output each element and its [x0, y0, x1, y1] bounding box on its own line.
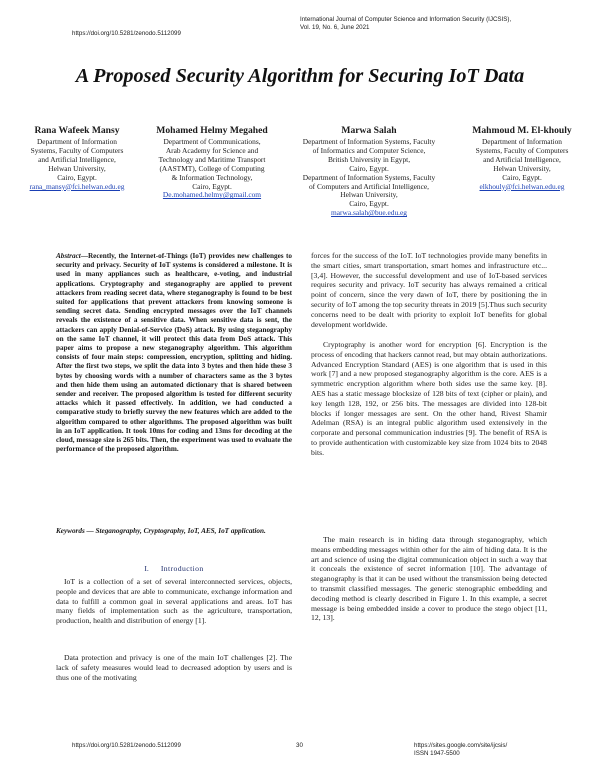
author-affiliation-line: Arab Academy for Science and	[165, 145, 259, 155]
author-affiliation-line: British University in Egypt,	[327, 154, 411, 164]
author-name: Rana Wafeek Mansy	[34, 125, 120, 136]
author-affiliation-line: Department of Information	[481, 137, 563, 146]
author-affiliation-line: Cairo, Egypt.	[349, 163, 389, 173]
footer-site-info	[414, 742, 507, 758]
header-journal-info	[300, 16, 511, 32]
footer-doi[interactable]: https://doi.org/10.5281/zenodo.5112099	[72, 742, 181, 749]
author-affiliation-line: Helwan University,	[493, 163, 551, 173]
author-email-link[interactable]: marwa.salah@bue.edu.eg	[331, 208, 407, 218]
author-affiliation-line: Helwan University,	[48, 163, 106, 173]
author-email-link[interactable]: rana_mansy@fci.helwan.edu.eg	[29, 181, 125, 191]
author-affiliation-line: and Artificial Intelligence,	[483, 154, 561, 164]
author-block-3	[284, 125, 454, 218]
author-affiliation-line: Cairo, Egypt.	[57, 172, 97, 182]
author-affiliation-line: and Artificial Intelligence,	[38, 154, 116, 164]
author-affiliation-line: Systems, Faculty of Computers	[475, 145, 569, 155]
section-heading-introduction	[56, 564, 292, 573]
author-affiliation-line: of Informatics and Computer Science,	[312, 145, 426, 155]
author-affiliation-line: Technology and Maritime Transport	[158, 154, 266, 164]
author-block-2	[143, 125, 281, 200]
author-affiliation-line: & Information Technology,	[171, 172, 253, 182]
header-journal-line-1: International Journal of Computer Science and Information Security (IJCSIS),	[300, 16, 512, 23]
footer-issn: ISSN 1947-5500	[414, 750, 460, 757]
author-affiliation-line: Cairo, Egypt.	[192, 181, 232, 191]
author-block-4	[457, 125, 587, 191]
footer-page-number: 30	[296, 742, 303, 749]
right-column-paragraph-2: Cryptography is another word for encryption [6]. Encryption is the process of encoding that hackers cannot read, but may obtain authorizations. Advanced Encryption Standard (AES) is one algorithm that is used in this work [7] and a new proposed steganography algorithm is the core. AES is a symmetric encryption algorithm where both sides use the same key. [8]. AES has a static message blocksize of 128 bits of text (cipher or plain), and key length 128, 192, or 256 bits. The messages are divided into 128-bit blocks if longer messages are sent. On the other hand, Rivest Shamir Adelman (RSA) is an integral public algorithm used extensively in the corporate and personal communication industries [9]. The benefit of RSA is to provide authentication with customizable key size from 1024 bits to 2048 bits.	[311, 340, 547, 457]
author-email-link[interactable]: De.mohamed.helmy@gmail.com	[162, 190, 262, 200]
abstract-paragraph	[56, 252, 292, 454]
author-affiliation-line: Department of Information Systems, Faculty	[302, 172, 436, 182]
abstract-lead: Abstract	[56, 252, 81, 260]
header-doi[interactable]: https://doi.org/10.5281/zenodo.5112099	[72, 30, 181, 37]
intro-paragraph-2: Data protection and privacy is one of the main IoT challenges [2]. The lack of safety measures would lead to decreased adoption by users and is thus one of the motivating	[56, 653, 292, 682]
right-column-paragraph-1: forces for the success of the IoT. IoT technologies provide many benefits in the smart cities, smart transportation, smart homes and infrastructure etc... [3,4]. However, the successful development and use of IoT-based services requires security and privacy. IoT security has always remained a critical point of concern, since the very dawn of IoT, there by positioning the in security of IoT among the top security threats in 2019 [5].Thus such security concerns need to be dealt with priority to exploit IoT benefits for global development worldwide.	[311, 251, 547, 329]
author-affiliation-line: Cairo, Egypt.	[349, 199, 389, 209]
author-name: Mohamed Helmy Megahed	[156, 125, 268, 136]
author-affiliation-line: (AASTMT), College of Computing	[159, 163, 265, 173]
section-number: I.	[144, 564, 149, 573]
abstract-text: —Recently, the Internet-of-Things (IoT) provides new challenges to security and privacy. Security of IoT systems is considered a milestone. It is used in many appliances such as healthcare, e-voting, and industrial applications. Cryptography and steganography are applied to prevent attackers from reading secret data, where steganography is found to be best suited for applications that prevent attackers from knowing someone is sending secret data. Sending encrypted messages over the IoT channels reveals the existence of a sensitive data. When sensitive data is sent, the attackers can apply Denial-of-Service (DoS) attack. By using steganography on the same IoT channel, it will protect this data from DoS attack. This paper aims to propose a new steganography algorithm. This algorithm consists of four main steps: compression, encryption, splitting and hiding. After the first two steps, we split the data into 3 bytes and then hide these 3 bytes by choosing words with a number of characters same as the 3 bytes and then hide them using an automated dictionary that is shared between sender and receiver. The proposed algorithm is tested for different security attacks which it passed effectively. In addition, we had conducted a comparative study to briefly survey the new features which are added to the algorithm compared to other algorithms. The proposed algorithm was built in an IoT application. It took 10ms for coding and 13ms for decoding at the cloud, message size is 265 bits. Then, the experiment was used to evaluate the performance of the proposed algorithm.	[56, 252, 292, 454]
author-block-1	[16, 125, 138, 191]
author-affiliation-line: of Computers and Artificial Intelligence,	[308, 181, 430, 191]
author-email-link[interactable]: elkhouly@fci.helwan.edu.eg	[479, 181, 565, 191]
section-title: Introduction	[160, 564, 204, 573]
keywords-line: Keywords — Steganography, Cryptography, IoT, AES, IoT application.	[56, 527, 266, 535]
author-affiliation-line: Helwan University,	[340, 190, 398, 200]
author-affiliation-line: Department of Information Systems, Faculty	[302, 137, 436, 146]
footer-site-link[interactable]: https://sites.google.com/site/ijcsis/	[414, 742, 508, 749]
header-journal-line-2: Vol. 19, No. 6, June 2021	[300, 24, 370, 31]
author-name: Marwa Salah	[341, 125, 397, 136]
intro-paragraph-1: IoT is a collection of a set of several interconnected services, objects, people and devices that are able to communicate, exchange information and data to fulfill a common goal in several applications and areas. IoT has many fields of implementation such as the agriculture, transportation, production, health and distribution of energy [1].	[56, 577, 292, 626]
author-affiliation-line: Systems, Faculty of Computers	[30, 145, 124, 155]
author-affiliation-line: Cairo, Egypt.	[502, 172, 542, 182]
author-affiliation-line: Department of Communications,	[163, 137, 261, 146]
author-name: Mahmoud M. El-khouly	[472, 125, 572, 136]
author-affiliation-line: Department of Information	[36, 137, 118, 146]
right-column-paragraph-3: The main research is in hiding data through steganography, which means embedding messages within other for the aim of hiding data. It is the art and science of using the digital communication object in such a way that it conceals the existence of secret information [10]. The advantage of steganography is that it can be used without the transmission being detected to transmit classified messages. The generic stenographic embedding and decoding method is clearly described in Figure 1. In this example, a secret message is being embedded inside a cover to produce the stego object [11, 12, 13].	[311, 535, 547, 623]
paper-title: A Proposed Security Algorithm for Securing IoT Data	[75, 65, 525, 87]
